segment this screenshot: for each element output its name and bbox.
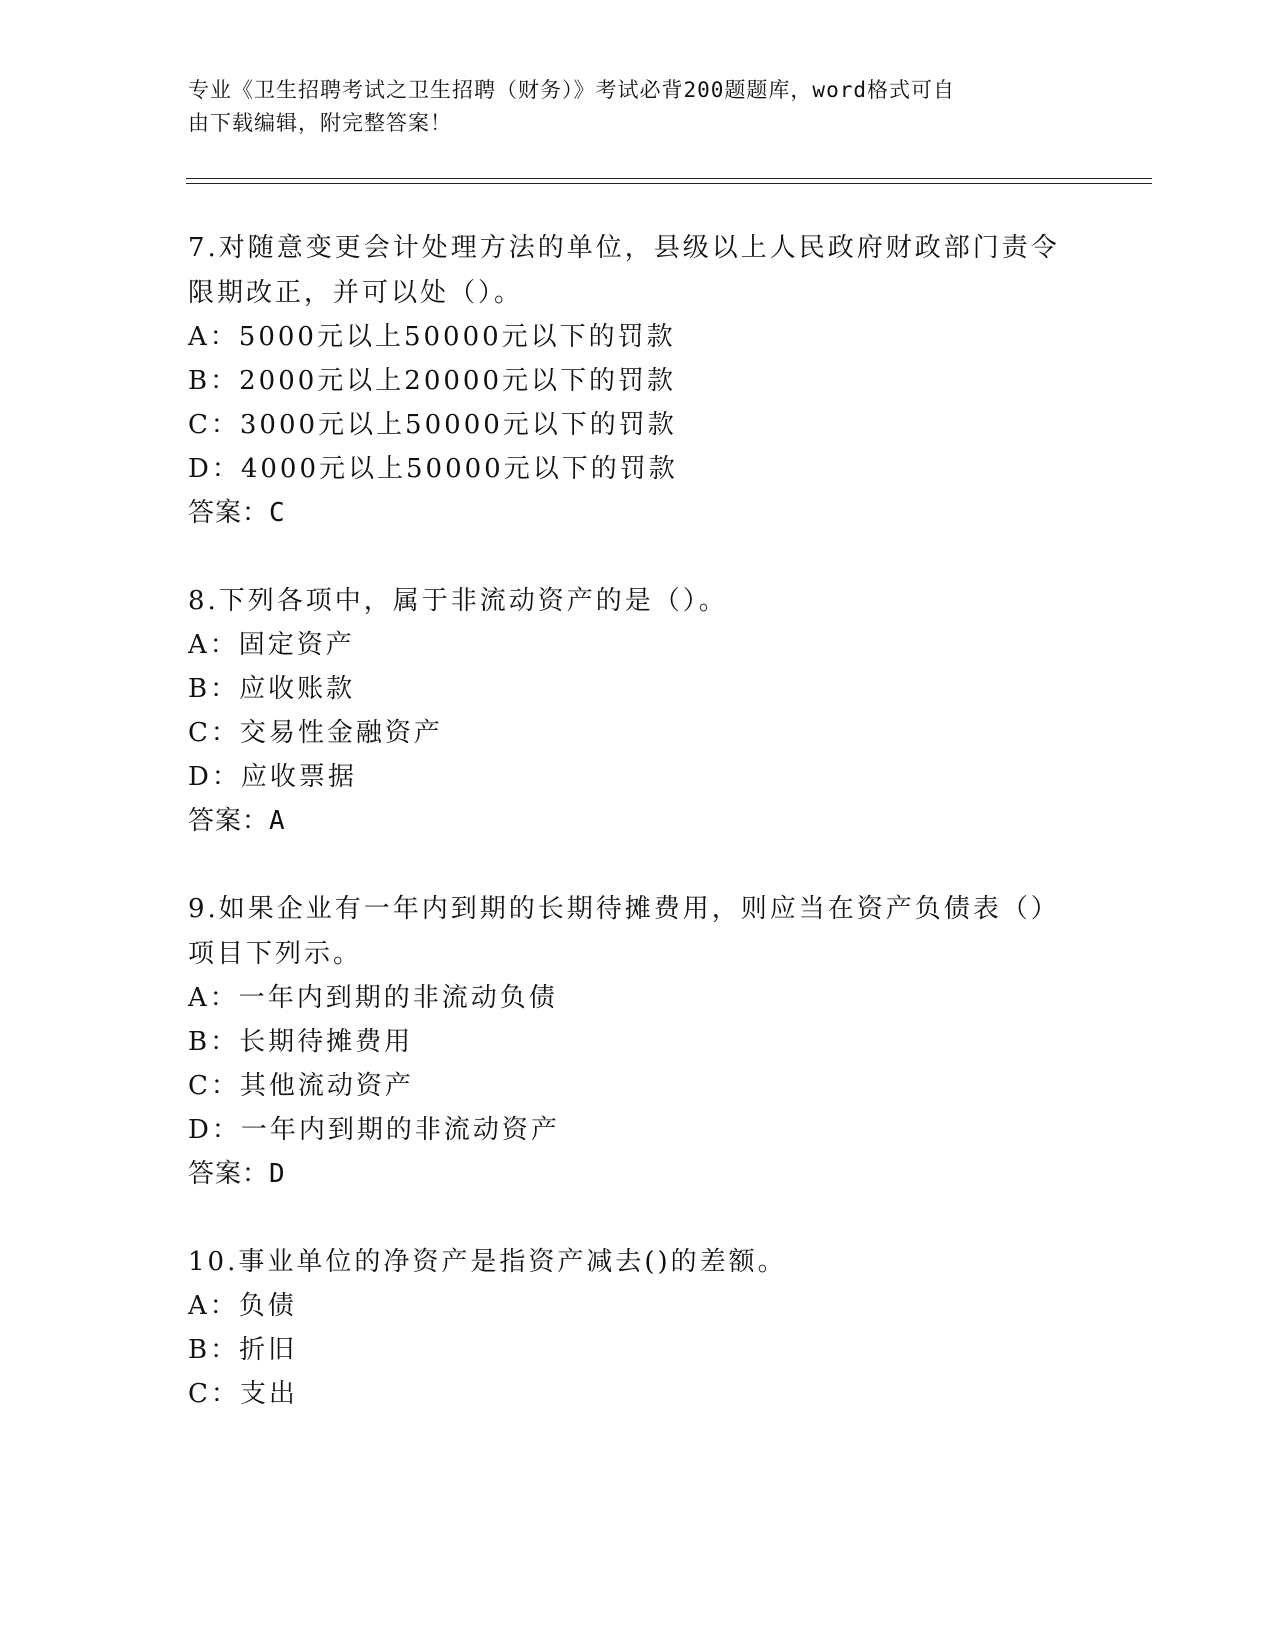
header-divider-top [186,178,1152,179]
question-9-stem-line-1: 9.如果企业有一年内到期的长期待摊费用，则应当在资产负债表（） [188,894,1060,924]
question-8-option-d: D：应收票据 [188,762,357,792]
question-8-option-b: B：应收账款 [188,674,356,704]
question-10-option-c: C：支出 [188,1379,298,1409]
question-9-option-a: A：一年内到期的非流动负债 [188,983,558,1013]
header-line-1: 专业《卫生招聘考试之卫生招聘（财务）》考试必背200题题库，word格式可自 [188,78,955,102]
question-8-option-a: A：固定资产 [188,630,355,660]
question-7-option-b: B：2000元以上20000元以下的罚款 [188,366,676,396]
question-9-stem-line-2: 项目下列示。 [188,939,363,969]
question-7-option-d: D：4000元以上50000元以下的罚款 [188,454,678,484]
document-header [188,74,1068,140]
question-10-option-a: A：负债 [188,1291,297,1321]
question-8-answer: 答案：A [188,806,286,836]
header-divider-bottom [186,183,1152,184]
question-10-stem-line-1: 10.事业单位的净资产是指资产减去()的差额。 [188,1247,787,1277]
question-7-option-a: A：5000元以上50000元以下的罚款 [188,322,676,352]
question-9-option-c: C：其他流动资产 [188,1071,414,1101]
header-line-2: 由下载编辑，附完整答案！ [188,111,452,135]
question-7-stem-line-1: 7.对随意变更会计处理方法的单位，县级以上人民政府财政部门责令 [188,233,1060,263]
question-7-stem-line-2: 限期改正，并可以处（）。 [188,278,524,308]
question-7-answer: 答案：C [188,498,286,528]
question-8-stem-line-1: 8.下列各项中，属于非流动资产的是（）。 [188,586,728,616]
question-7-option-c: C：3000元以上50000元以下的罚款 [188,410,677,440]
question-8-option-c: C：交易性金融资产 [188,718,443,748]
question-9-option-b: B：长期待摊费用 [188,1027,414,1057]
question-9-option-d: D：一年内到期的非流动资产 [188,1115,560,1145]
question-10-option-b: B：折旧 [188,1335,298,1365]
question-9-answer: 答案：D [188,1159,286,1189]
